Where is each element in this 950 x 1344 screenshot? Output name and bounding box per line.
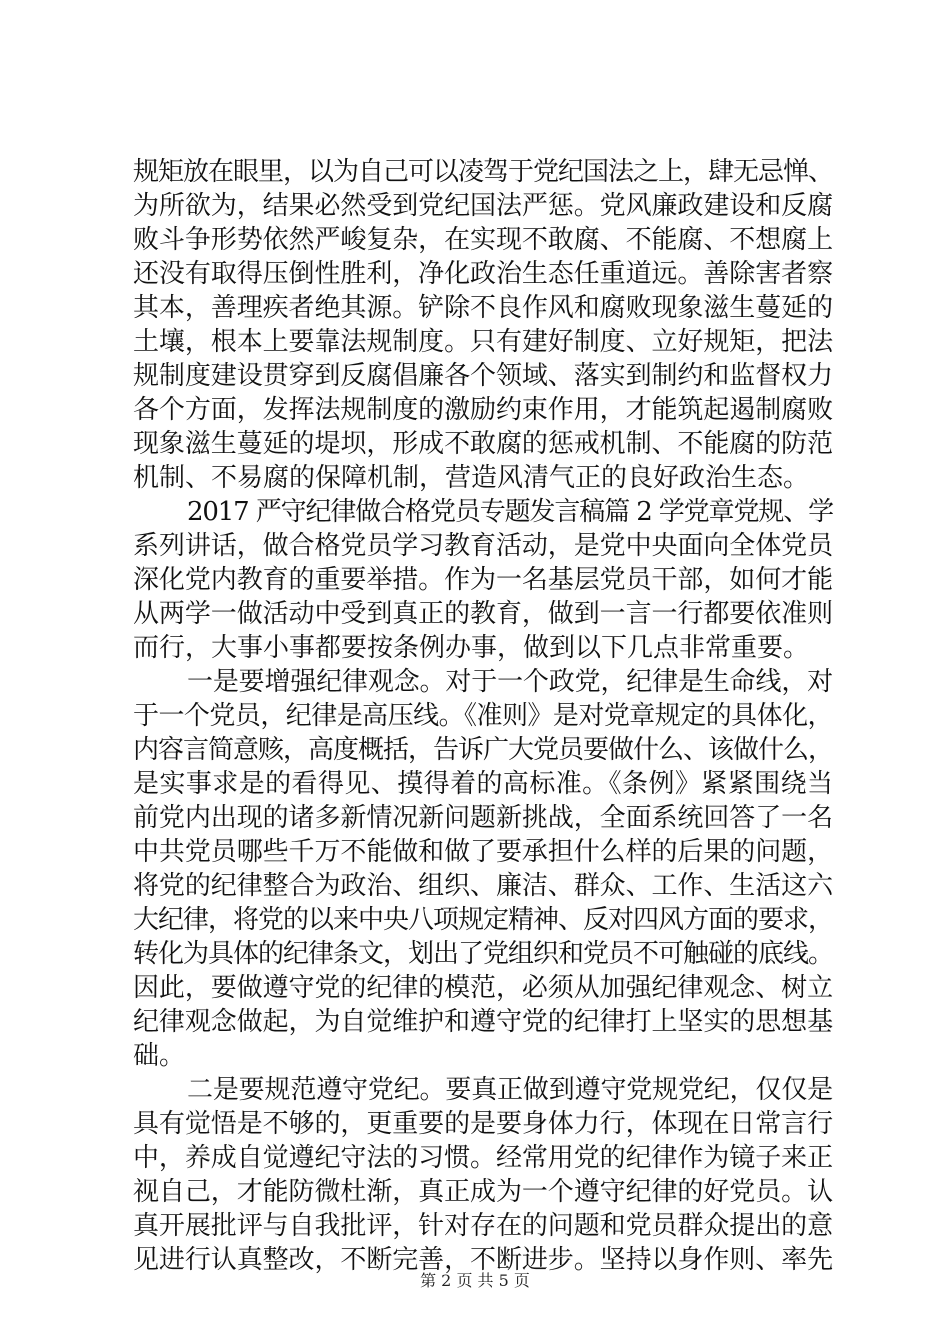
text-line: 土壤，根本上要靠法规制度。只有建好制度、立好规矩，把法 <box>133 327 833 357</box>
text-line: 础。 <box>133 1041 186 1071</box>
text-line: 内容言简意赅，高度概括，告诉广大党员要做什么、该做什么， <box>133 735 833 765</box>
text-line: 败斗争形势依然严峻复杂，在实现不敢腐、不能腐、不想腐上 <box>133 225 833 255</box>
text-line: 纪律观念做起，为自觉维护和遵守党的纪律打上坚实的思想基 <box>133 1007 833 1037</box>
text-line: 从两学一做活动中受到真正的教育，做到一言一行都要依准则 <box>133 599 833 629</box>
text-line: 将党的纪律整合为政治、组织、廉洁、群众、工作、生活这六 <box>133 871 833 901</box>
text-line: 真开展批评与自我批评，针对存在的问题和党员群众提出的意 <box>133 1211 833 1241</box>
text-line: 大纪律，将党的以来中央八项规定精神、反对四风方面的要求， <box>133 905 833 935</box>
text-line: 具有觉悟是不够的，更重要的是要身体力行，体现在日常言行 <box>133 1109 833 1139</box>
text-line: 转化为具体的纪律条文，划出了党组织和党员不可触碰的底线。 <box>133 939 833 969</box>
paragraph-start-line: 一是要增强纪律观念。对于一个政党，纪律是生命线，对 <box>187 667 833 697</box>
text-line: 还没有取得压倒性胜利，净化政治生态任重道远。善除害者察 <box>133 259 833 289</box>
text-line: 于一个党员，纪律是高压线。《准则》是对党章规定的具体化， <box>133 701 833 731</box>
text-line: 深化党内教育的重要举措。作为一名基层党员干部，如何才能 <box>133 565 833 595</box>
text-line: 机制、不易腐的保障机制，营造风清气正的良好政治生态。 <box>133 463 810 493</box>
text-line: 见进行认真整改，不断完善，不断进步。坚持以身作则、率先 <box>133 1245 833 1275</box>
paragraph-start-line: 二是要规范遵守党纪。要真正做到遵守党规党纪，仅仅是 <box>187 1075 833 1105</box>
text-line: 为所欲为，结果必然受到党纪国法严惩。党风廉政建设和反腐 <box>133 191 833 221</box>
text-line: 因此，要做遵守党的纪律的模范，必须从加强纪律观念、树立 <box>133 973 833 1003</box>
text-line: 系列讲话，做合格党员学习教育活动，是党中央面向全体党员 <box>133 531 833 561</box>
text-line: 各个方面，发挥法规制度的激励约束作用，才能筑起遏制腐败 <box>133 395 833 425</box>
text-line: 中共党员哪些千万不能做和做了要承担什么样的后果的问题， <box>133 837 833 867</box>
text-line: 其本，善理疾者绝其源。铲除不良作风和腐败现象滋生蔓延的 <box>133 293 833 323</box>
text-line: 规矩放在眼里，以为自己可以凌驾于党纪国法之上，肆无忌惮、 <box>133 157 833 187</box>
text-line: 视自己，才能防微杜渐，真正成为一个遵守纪律的好党员。认 <box>133 1177 833 1207</box>
paragraph-start-line: 2017 严守纪律做合格党员专题发言稿篇 2 学党章党规、学 <box>187 497 833 527</box>
text-line: 规制度建设贯穿到反腐倡廉各个领域、落实到制约和监督权力 <box>133 361 833 391</box>
text-line: 是实事求是的看得见、摸得着的高标准。《条例》紧紧围绕当 <box>133 769 834 799</box>
text-line: 前党内出现的诸多新情况新问题新挑战，全面系统回答了一名 <box>133 803 833 833</box>
text-line: 而行，大事小事都要按条例办事，做到以下几点非常重要。 <box>133 633 810 663</box>
text-line: 现象滋生蔓延的堤坝，形成不敢腐的惩戒机制、不能腐的防范 <box>133 429 833 459</box>
page-number-footer: 第 2 页 共 5 页 <box>420 1271 530 1290</box>
text-line: 中，养成自觉遵纪守法的习惯。经常用党的纪律作为镜子来正 <box>133 1143 833 1173</box>
